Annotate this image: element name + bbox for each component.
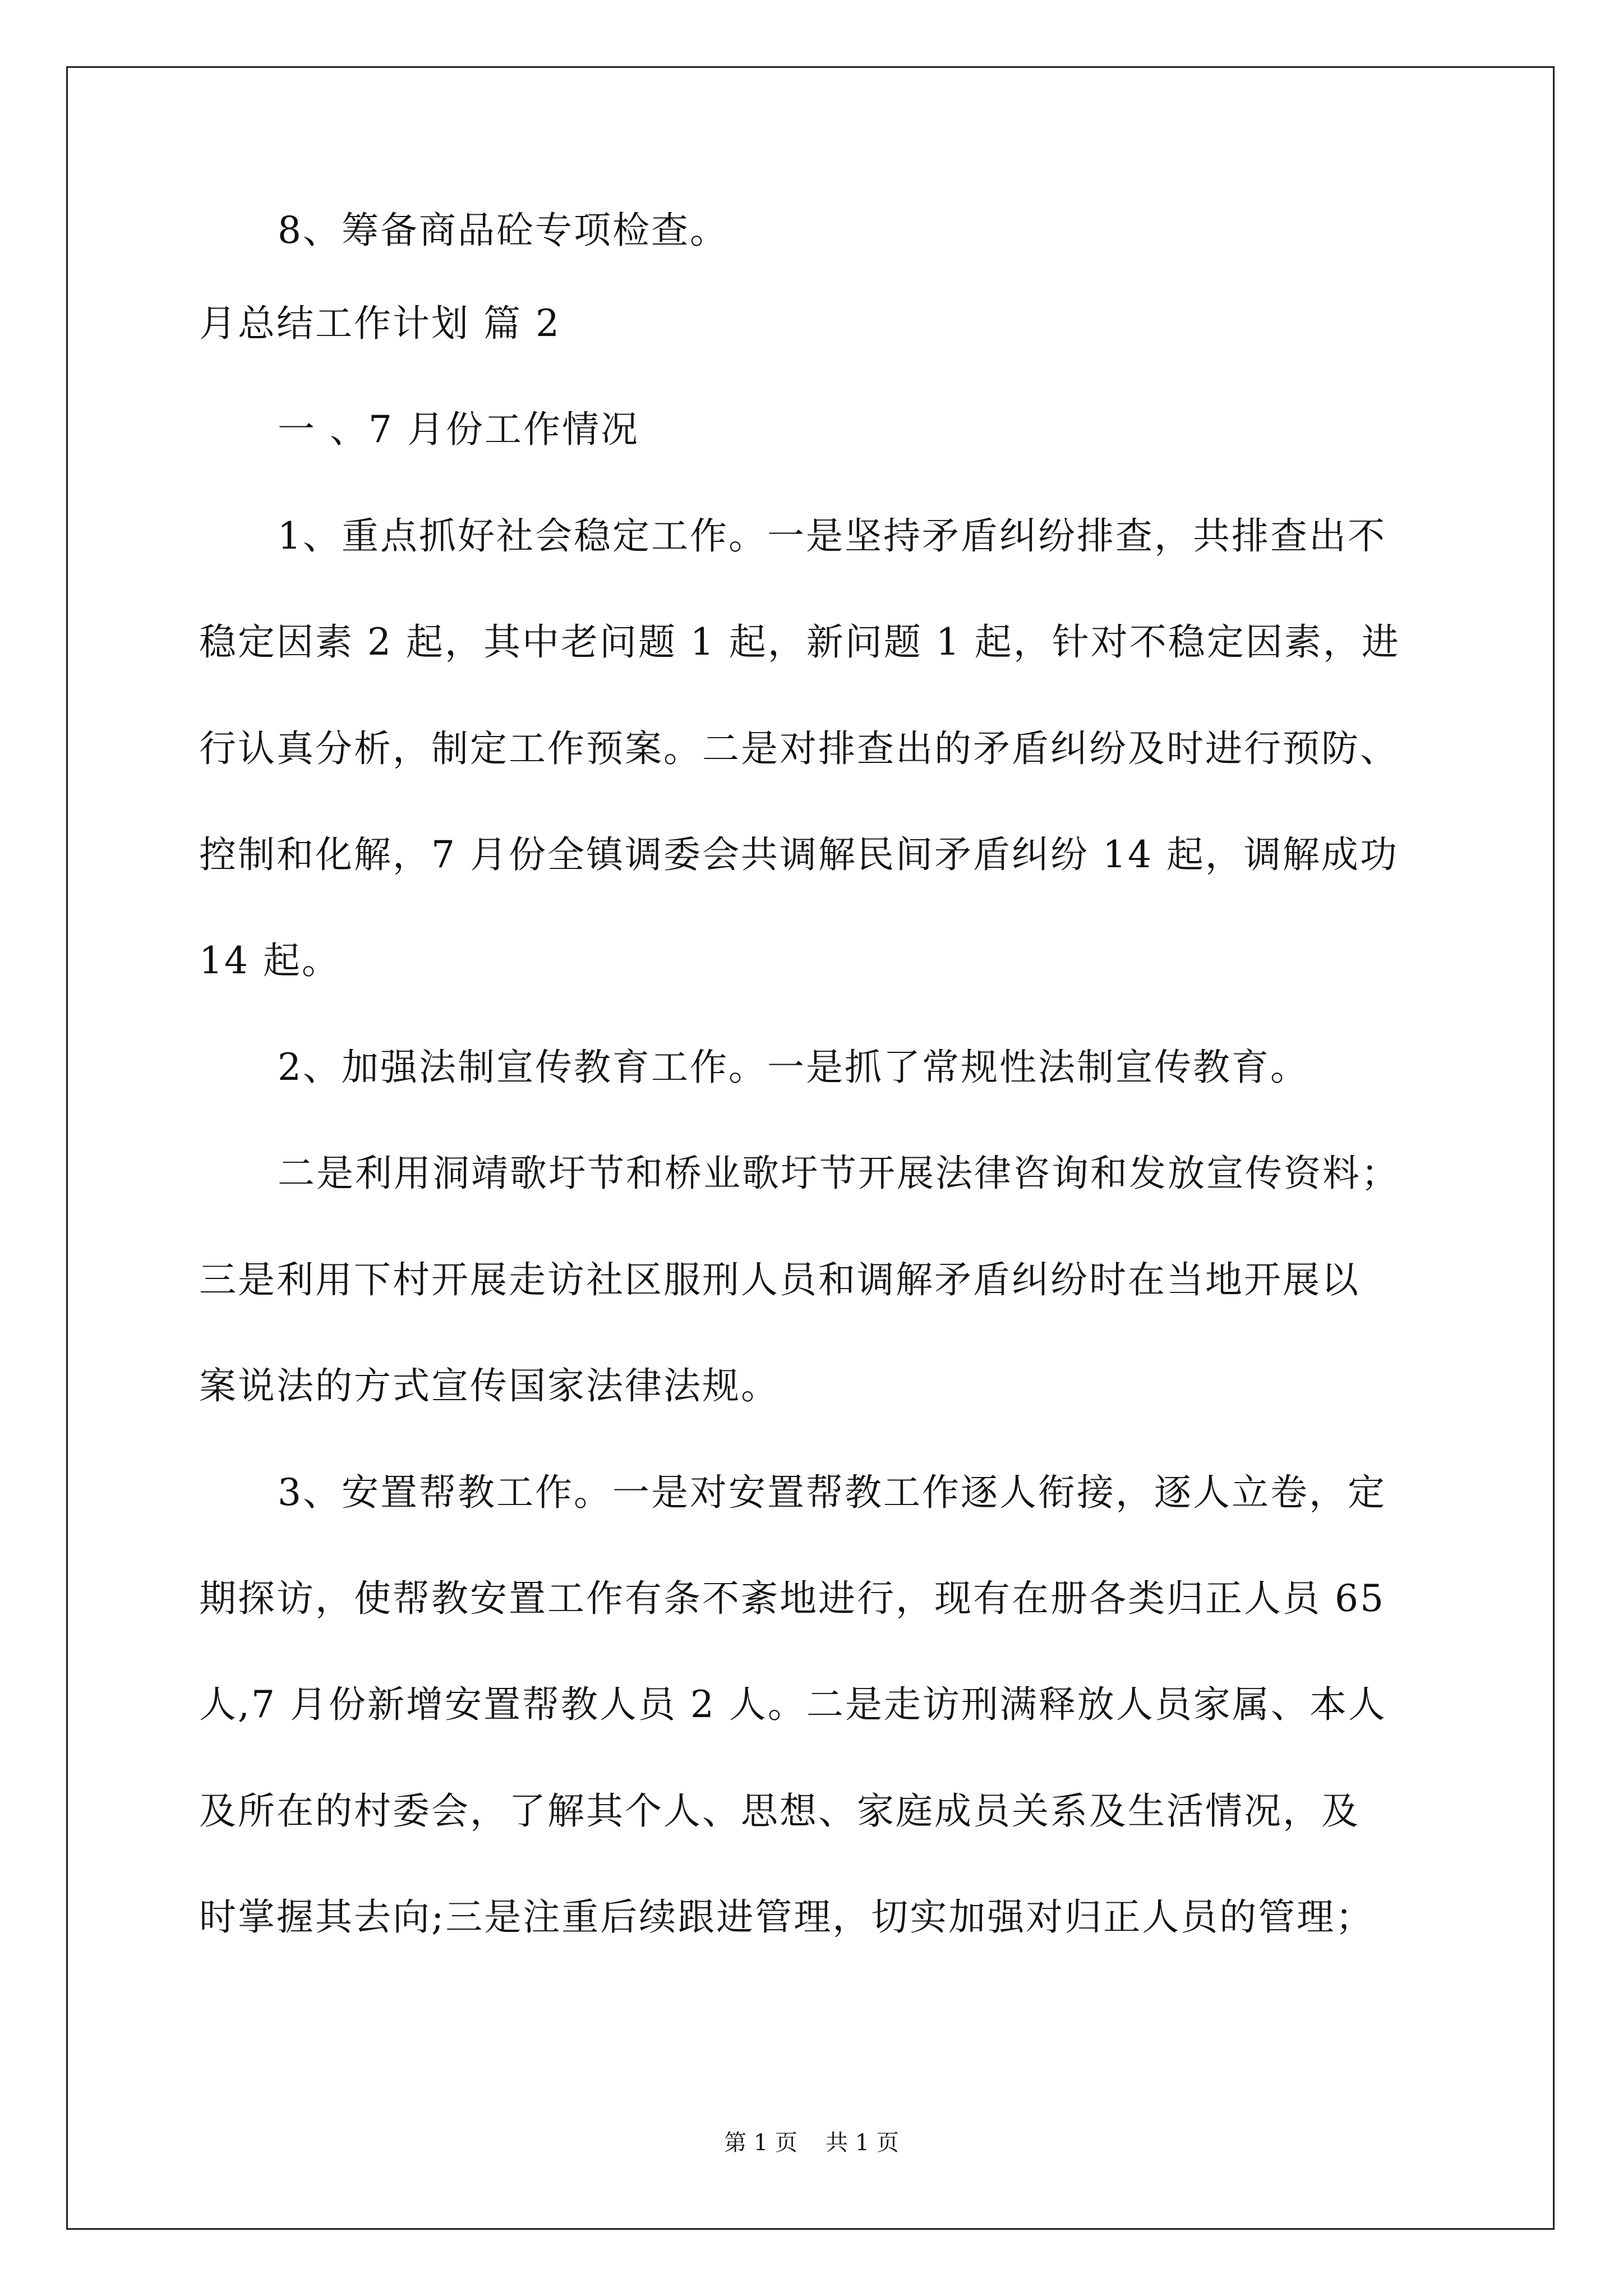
paragraph-line: 1、重点抓好社会稳定工作。一是坚持矛盾纠纷排查，共排查出不 (278, 514, 1386, 558)
paragraph-line: 14 起。 (199, 939, 340, 982)
section-heading: 月总结工作计划 篇 2 (199, 302, 561, 345)
subsection-heading: 一 、7 月份工作情况 (278, 408, 639, 451)
paragraph-line: 二是利用洞靖歌圩节和桥业歌圩节开展法律咨询和发放宣传资料； (278, 1152, 1400, 1195)
paragraph-line: 三是利用下村开展走访社区服刑人员和调解矛盾纠纷时在当地开展以 (199, 1258, 1360, 1301)
paragraph-line: 时掌握其去向;三是注重后续跟进管理，切实加强对归正人员的管理； (199, 1895, 1375, 1939)
paragraph-line: 及所在的村委会，了解其个人、思想、家庭成员关系及生活情况，及 (199, 1789, 1360, 1833)
paragraph-line: 案说法的方式宣传国家法律法规。 (199, 1364, 780, 1407)
paragraph-line: 人,7 月份新增安置帮教人员 2 人。二是走访刑满释放人员家属、本人 (199, 1683, 1387, 1726)
document-body (199, 209, 1427, 1939)
total-pages-label: 共 1 页 (826, 2130, 899, 2156)
list-item-8: 8、筹备商品砼专项检查。 (278, 209, 728, 252)
page-label: 第 1 页 (724, 2130, 797, 2156)
paragraph-line: 期探访，使帮教安置工作有条不紊地进行，现有在册各类归正人员 65 (199, 1577, 1385, 1620)
page-number-footer (0, 2132, 1623, 2154)
paragraph-line: 控制和化解，7 月份全镇调委会共调解民间矛盾纠纷 14 起，调解成功 (199, 833, 1399, 876)
paragraph-line: 稳定因素 2 起，其中老问题 1 起，新问题 1 起，针对不稳定因素，进 (199, 620, 1400, 664)
paragraph-line: 2、加强法制宣传教育工作。一是抓了常规性法制宣传教育。 (278, 1046, 1309, 1089)
paragraph-line: 3、安置帮教工作。一是对安置帮教工作逐人衔接，逐人立卷，定 (278, 1471, 1386, 1514)
paragraph-line: 行认真分析，制定工作预案。二是对排查出的矛盾纠纷及时进行预防、 (199, 727, 1399, 770)
